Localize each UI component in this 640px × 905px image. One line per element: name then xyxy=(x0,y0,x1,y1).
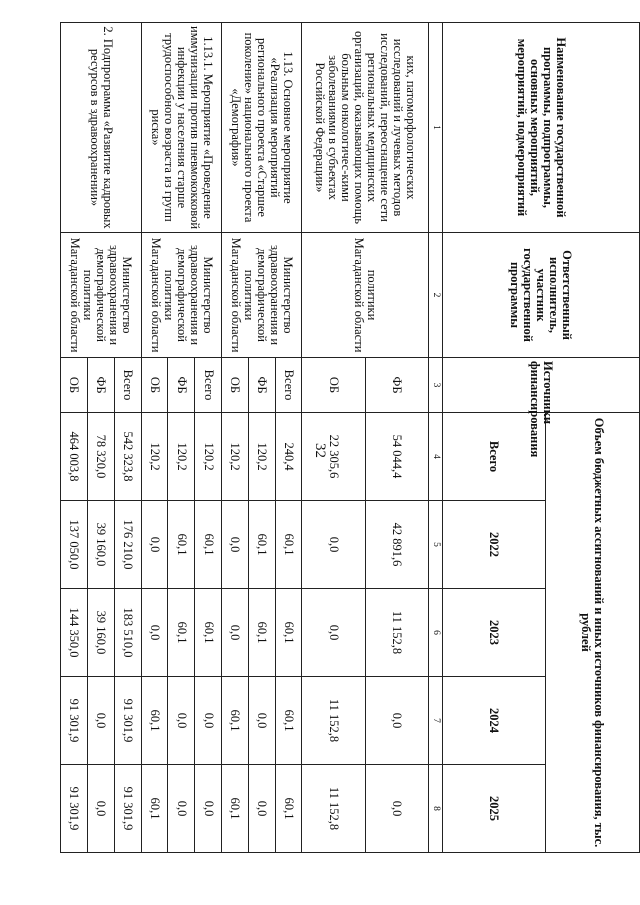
program-name: ких, патоморфологических исследований и лучевых методов исследований, переоснащение сети региональных медицинских организаций, оказывающих помощь больным онкологичес-кими заболеваниями в субъектах Российской Федерации» xyxy=(302,23,429,233)
total-value: 120,2 xyxy=(221,413,248,501)
value-2022: 60,1 xyxy=(248,501,275,589)
value-2024: 60,1 xyxy=(141,677,168,765)
program-name: 2. Подпрограмма «Развитие кадровых ресурсов в здравоохранении» xyxy=(61,23,142,233)
funding-source: ОБ xyxy=(302,358,365,413)
value-2024: 60,1 xyxy=(275,677,302,765)
header-volume: Объем бюджетных ассигнований и иных источников финансирования, тыс. рублей xyxy=(546,413,640,853)
value-2023: 39 160,0 xyxy=(87,589,114,677)
funding-source: ФБ xyxy=(168,358,195,413)
funding-source: Всего xyxy=(114,358,141,413)
total-value: 464 003,8 xyxy=(61,413,88,501)
value-2022: 0,0 xyxy=(221,501,248,589)
funding-source: ФБ xyxy=(87,358,114,413)
value-2025: 60,1 xyxy=(221,765,248,853)
value-2022: 42 891,6 xyxy=(365,501,428,589)
value-2023: 0,0 xyxy=(141,589,168,677)
col-index: 7 xyxy=(429,677,443,765)
col-index: 3 xyxy=(429,358,443,413)
value-2022: 39 160,0 xyxy=(87,501,114,589)
value-2024: 11 152,8 xyxy=(302,677,365,765)
value-2023: 60,1 xyxy=(195,589,222,677)
value-2023: 183 510,0 xyxy=(114,589,141,677)
value-2022: 60,1 xyxy=(275,501,302,589)
value-2022: 60,1 xyxy=(168,501,195,589)
total-value: 120,2 xyxy=(168,413,195,501)
value-2023: 144 350,0 xyxy=(61,589,88,677)
value-2023: 0,0 xyxy=(302,589,365,677)
header-year-2023: 2023 xyxy=(443,589,546,677)
value-2025: 11 152,8 xyxy=(302,765,365,853)
table-row xyxy=(365,23,428,853)
funding-source: Всего xyxy=(195,358,222,413)
executor: политики Магаданской области xyxy=(302,233,429,358)
executor: Министерство здравоохранения и демографической политики Магаданской области xyxy=(221,233,301,358)
col-index: 5 xyxy=(429,501,443,589)
value-2024: 91 301,9 xyxy=(114,677,141,765)
table-row xyxy=(195,23,222,853)
value-2022: 0,0 xyxy=(141,501,168,589)
total-value: 120,2 xyxy=(248,413,275,501)
table-row xyxy=(114,23,141,853)
value-2023: 60,1 xyxy=(275,589,302,677)
header-total: Всего xyxy=(443,413,546,501)
value-2023: 60,1 xyxy=(248,589,275,677)
value-2024: 60,1 xyxy=(221,677,248,765)
value-2024: 0,0 xyxy=(365,677,428,765)
value-2022: 0,0 xyxy=(302,501,365,589)
value-2024: 0,0 xyxy=(195,677,222,765)
executor: Министерство здравоохранения и демографической политики Магаданской области xyxy=(141,233,221,358)
col-index: 2 xyxy=(429,233,443,358)
col-index: 6 xyxy=(429,589,443,677)
value-2025: 60,1 xyxy=(275,765,302,853)
value-2025: 60,1 xyxy=(141,765,168,853)
total-value: 120,2 xyxy=(141,413,168,501)
value-2025: 91 301,9 xyxy=(61,765,88,853)
col-index: 1 xyxy=(429,23,443,233)
table-row xyxy=(275,23,302,853)
total-value: 120,2 xyxy=(195,413,222,501)
total-value: 78 320,0 xyxy=(87,413,114,501)
value-2024: 0,0 xyxy=(248,677,275,765)
funding-source: Всего xyxy=(275,358,302,413)
value-2022: 60,1 xyxy=(195,501,222,589)
value-2025: 0,0 xyxy=(168,765,195,853)
program-name: 1.13.1. Мероприятие «Проведение иммунизации против пневмококковой инфекции у населения старше трудоспособного возраста из групп риска» xyxy=(141,23,221,233)
value-2022: 176 210,0 xyxy=(114,501,141,589)
value-2023: 11 152,8 xyxy=(365,589,428,677)
header-executor: Ответственный исполнитель, участник государственной программы xyxy=(443,233,640,358)
col-index: 8 xyxy=(429,765,443,853)
value-2025: 0,0 xyxy=(365,765,428,853)
total-value: 542 323,8 xyxy=(114,413,141,501)
header-year-2025: 2025 xyxy=(443,765,546,853)
value-2023: 0,0 xyxy=(221,589,248,677)
header-year-2022: 2022 xyxy=(443,501,546,589)
header-year-2024: 2024 xyxy=(443,677,546,765)
header-name: Наименование государственной программы, подпрограммы, основных мероприятий, мероприятий, подмероприятий xyxy=(443,23,640,233)
value-2025: 91 301,9 xyxy=(114,765,141,853)
funding-source: ОБ xyxy=(221,358,248,413)
budget-table xyxy=(60,22,640,853)
funding-source: ОБ xyxy=(141,358,168,413)
value-2025: 0,0 xyxy=(195,765,222,853)
col-index: 4 xyxy=(429,413,443,501)
value-2024: 91 301,9 xyxy=(61,677,88,765)
value-2023: 60,1 xyxy=(168,589,195,677)
total-value: 22 305,6 xyxy=(302,413,365,501)
value-2025: 0,0 xyxy=(87,765,114,853)
executor: Министерство здравоохранения и демографической политики Магаданской области xyxy=(61,233,142,358)
header-source: Источники финансирования xyxy=(443,358,640,413)
value-2024: 0,0 xyxy=(87,677,114,765)
total-value: 240,4 xyxy=(275,413,302,501)
funding-source: ОБ xyxy=(61,358,88,413)
value-2022: 137 050,0 xyxy=(61,501,88,589)
total-value: 54 044,4 xyxy=(365,413,428,501)
page-number: 32 xyxy=(312,443,328,458)
program-name: 1.13. Основное мероприятие «Реализация мероприятий регионального проекта «Старшее поколение» национального проекта «Демография» xyxy=(221,23,301,233)
funding-source: ФБ xyxy=(248,358,275,413)
funding-source: ФБ xyxy=(365,358,428,413)
value-2025: 0,0 xyxy=(248,765,275,853)
rotated-page xyxy=(60,22,640,852)
value-2024: 0,0 xyxy=(168,677,195,765)
